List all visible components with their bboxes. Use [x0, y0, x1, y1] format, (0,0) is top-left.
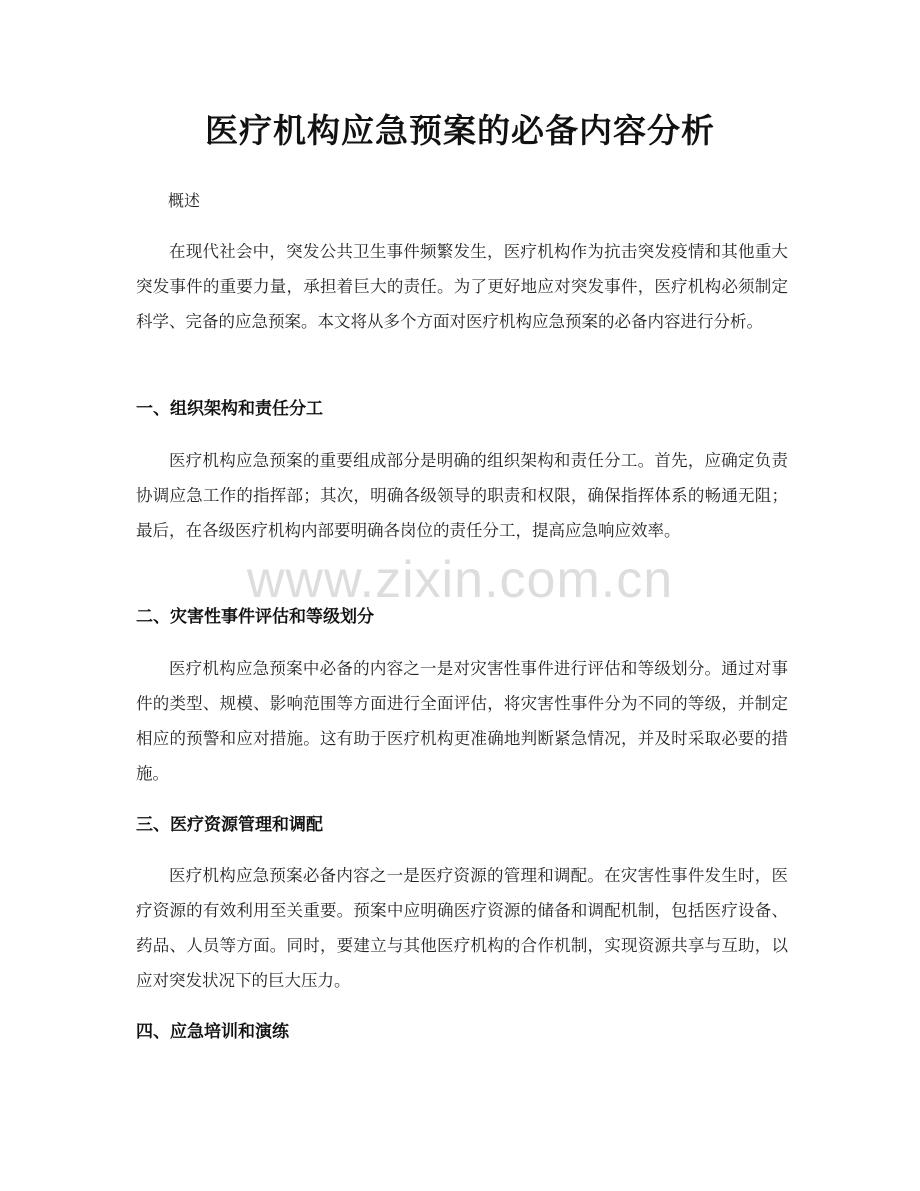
section-1-heading: 一、组织架构和责任分工	[136, 399, 323, 419]
section-4-heading: 四、应急培训和演练	[136, 1022, 289, 1042]
section-2-body: 医疗机构应急预案中必备的内容之一是对灾害性事件进行评估和等级划分。通过对事件的类型、规模、影响范围等方面进行全面评估，将灾害性事件分为不同的等级，并制定相应的预警和应对措施。这有助于医疗机构更准确地判断紧急情况，并及时采取必要的措施。	[136, 659, 788, 783]
section-3-body: 医疗机构应急预案必备内容之一是医疗资源的管理和调配。在灾害性事件发生时，医疗资源的有效利用至关重要。预案中应明确医疗资源的储备和调配机制，包括医疗设备、药品、人员等方面。同时，要建立与其他医疗机构的合作机制，实现资源共享与互助，以应对突发状况下的巨大压力。	[136, 866, 788, 990]
section-3-heading: 三、医疗资源管理和调配	[136, 815, 323, 835]
section-1-body: 医疗机构应急预案的重要组成部分是明确的组织架构和责任分工。首先，应确定负责协调应急工作的指挥部；其次，明确各级领导的职责和权限，确保指挥体系的畅通无阻；最后，在各级医疗机构内部要明确各岗位的责任分工，提高应急响应效率。	[136, 451, 788, 540]
overview-label: 概述	[168, 191, 201, 210]
section-2-heading: 二、灾害性事件评估和等级划分	[136, 607, 374, 627]
intro-paragraph: 在现代社会中，突发公共卫生事件频繁发生，医疗机构作为抗击突发疫情和其他重大突发事件的重要力量，承担着巨大的责任。为了更好地应对突发事件，医疗机构必须制定科学、完备的应急预案。本文将从多个方面对医疗机构应急预案的必备内容进行分析。	[136, 242, 788, 331]
watermark: www.zixin.com.cn	[246, 551, 674, 609]
document-title: 医疗机构应急预案的必备内容分析	[205, 111, 715, 150]
